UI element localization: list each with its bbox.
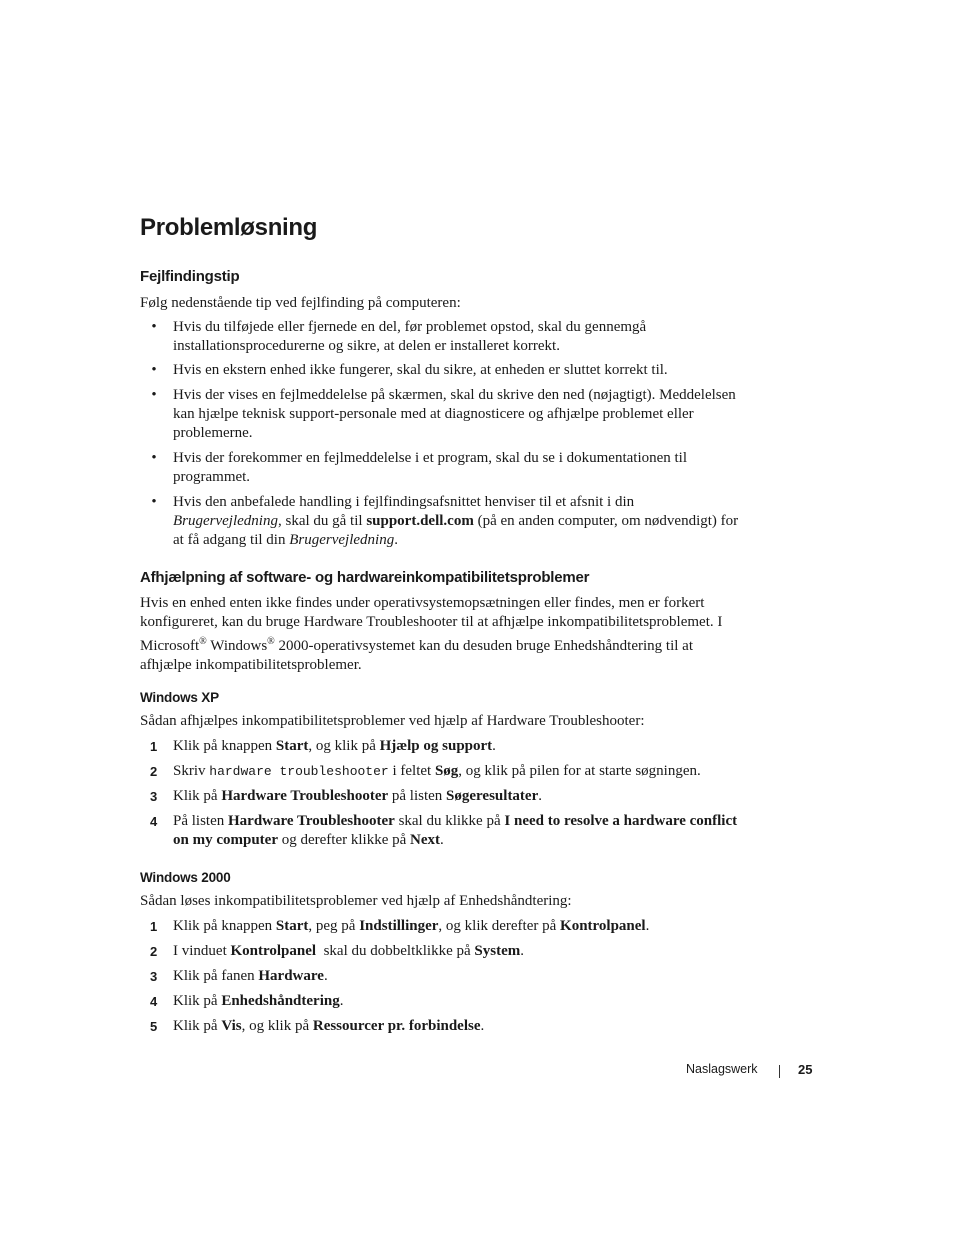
bullet-marker: • — [151, 319, 157, 335]
tips-intro: Følg nedenstående tip ved fejlfinding på computeren: — [140, 295, 461, 311]
subheading-windows-xp: Windows XP — [140, 690, 219, 705]
page-title: Problemløsning — [140, 214, 318, 241]
incompat-paragraph: Hvis en enhed enten ikke findes under operativsystemopsætningen eller findes, men er forkert konfigureret, kan du bruge Hardware Troubleshooter til at afhjælpe inkompatibilitetsproblemet. I Microsoft® Windows® 2000-operativsystemet kan du desuden bruge Enhedshåndtering til at afhjælpe inkompatibilitetsproblemer. — [140, 595, 723, 673]
winxp-step-4: 4 På listen Hardware Troubleshooter skal du klikke på I need to resolve a hardware conflict on my computer og derefter klikke på Next. — [150, 813, 738, 848]
win2000-step-5: 5 Klik på Vis, og klik på Ressourcer pr. forbindelse. — [150, 1018, 485, 1034]
section-heading-tips: Fejlfindingstip — [140, 268, 240, 285]
bullet-marker: • — [151, 362, 157, 378]
win2000-step-4: 4 Klik på Enhedshåndtering. — [150, 993, 344, 1009]
tip-bullet-1: • Hvis du tilføjede eller fjernede en del, før problemet opstod, skal du gennemgå installationsprocedurerne og sikre, at delen er installeret korrekt. — [140, 318, 740, 356]
bullet-marker: • — [151, 450, 157, 466]
tip-bullet-2: • Hvis en ekstern enhed ikke fungerer, skal du sikre, at enheden er sluttet korrekt til. — [140, 361, 740, 380]
bullet-marker: • — [151, 387, 157, 403]
win2000-intro: Sådan løses inkompatibilitetsproblemer ved hjælp af Enhedshåndtering: — [140, 893, 572, 909]
bullet-marker: • — [151, 494, 157, 510]
guide-title: Brugervejledning — [289, 532, 395, 548]
win2000-step-1: 1 Klik på knappen Start, peg på Indstillinger, og klik derefter på Kontrolpanel. — [150, 918, 650, 934]
subheading-windows-2000: Windows 2000 — [140, 870, 231, 885]
search-term-code: hardware troubleshooter — [209, 764, 389, 779]
support-link[interactable]: support.dell.com — [366, 513, 474, 529]
winxp-step-1: 1 Klik på knappen Start, og klik på Hjælp og support. — [150, 738, 496, 754]
tip-bullet-3: • Hvis der vises en fejlmeddelelse på skærmen, skal du skrive den ned (nøjagtigt). Meddelelsen kan hjælpe teknisk support-personale med at diagnosticere og afhjælpe problemet eller problemerne. — [140, 386, 740, 443]
winxp-step-3: 3 Klik på Hardware Troubleshooter på listen Søgeresultater. — [150, 788, 542, 804]
win2000-step-3: 3 Klik på fanen Hardware. — [150, 968, 328, 984]
winxp-intro: Sådan afhjælpes inkompatibilitetsproblemer ved hjælp af Hardware Troubleshooter: — [140, 713, 645, 729]
tip-bullet-4: • Hvis der forekommer en fejlmeddelelse i et program, skal du se i dokumentationen til programmet. — [140, 449, 740, 487]
page-number: 25 — [798, 1062, 813, 1077]
win2000-step-2: 2 I vinduet Kontrolpanel skal du dobbeltklikke på System. — [150, 943, 524, 959]
section-heading-incompat: Afhjælpning af software- og hardwareinkompatibilitetsproblemer — [140, 569, 590, 586]
footer-section-name: Naslagswerk — [686, 1062, 758, 1076]
footer-divider — [779, 1065, 780, 1078]
winxp-step-2: 2 Skriv hardware troubleshooter i feltet Søg, og klik på pilen for at starte søgningen. — [150, 763, 701, 779]
tip-bullet-5: • Hvis den anbefalede handling i fejlfindingsafsnittet henviser til et afsnit i din Brugervejledning, skal du gå til support.dell.com (på en anden computer, om nødvendigt) for at få adgang til din Brugervejledning. — [140, 493, 740, 550]
guide-title: Brugervejledning — [173, 513, 278, 529]
